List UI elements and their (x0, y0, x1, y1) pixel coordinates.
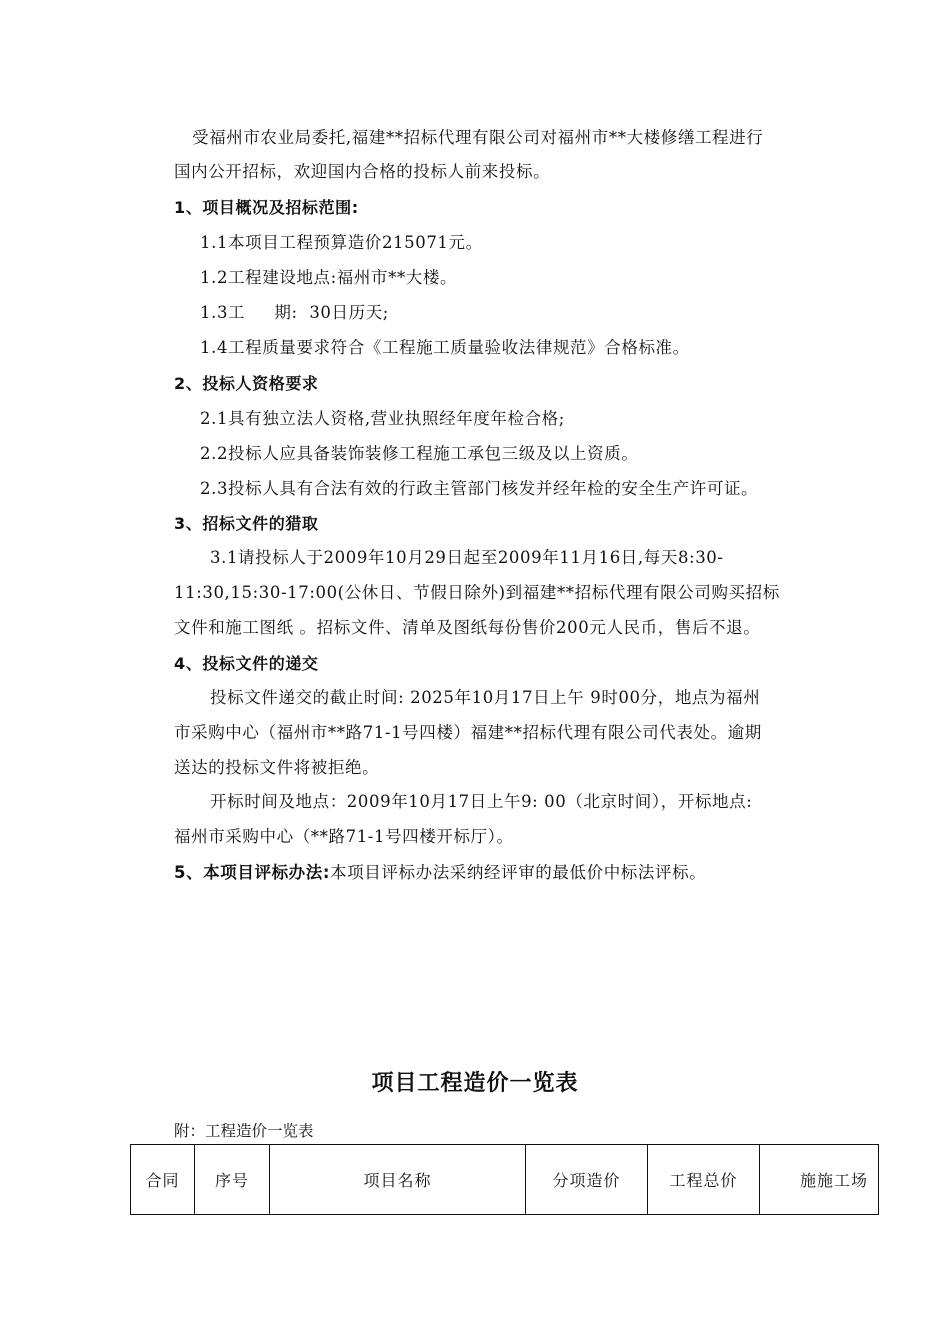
cost-table (130, 1144, 879, 1215)
section-3-line-2: 11:30,15:30-17:00(公休日、节假日除外)到福建**招标代理有限公司购买招标 (174, 583, 780, 602)
intro-line-1: 受福州市农业局委托,福建**招标代理有限公司对福州市**大楼修缮工程进行 (192, 128, 764, 147)
header-serial: 序号 (195, 1145, 270, 1215)
header-site: 施施工场 (760, 1145, 879, 1215)
section-4-line-1: 投标文件递交的截止时间: 2025年10月17日上午 9时00分，地点为福州 (210, 688, 761, 707)
section-3-line-1: 3.1请投标人于2009年10月29日起至2009年11月16日,每天8:30- (210, 548, 724, 567)
table-title: 项目工程造价一览表 (371, 1071, 579, 1096)
section-4-heading: 4、投标文件的递交 (174, 654, 319, 673)
table-note: 附：工程造价一览表 (174, 1122, 314, 1140)
section-2-heading: 2、投标人资格要求 (174, 374, 319, 393)
section-1-item-3: 1.3工 期: 30日历天; (200, 303, 389, 322)
header-project-name: 项目名称 (270, 1145, 526, 1215)
header-contract: 合同 (131, 1145, 195, 1215)
header-total-cost: 工程总价 (648, 1145, 760, 1215)
section-4-line-4: 开标时间及地点：2009年10月17日上午9: 00（北京时间），开标地点: (210, 792, 753, 811)
section-4-line-3: 送达的投标文件将被拒绝。 (174, 758, 380, 777)
section-4-line-2: 市采购中心（福州市**路71-1号四楼）福建**招标代理有限公司代表处。逾期 (174, 723, 762, 742)
section-4-line-5: 福州市采购中心（**路71-1号四楼开标厅）。 (174, 827, 514, 846)
section-1-heading: 1、项目概况及招标范围: (174, 198, 359, 217)
section-2-item-1: 2.1具有独立法人资格,营业执照经年度年检合格; (200, 409, 565, 428)
section-5 (174, 861, 844, 885)
section-5-text: 本项目评标办法采纳经评审的最低价中标法评标。 (330, 863, 707, 882)
section-1-item-4: 1.4工程质量要求符合《工程施工质量验收法律规范》合格标准。 (200, 338, 690, 357)
section-1-item-2: 1.2工程建设地点:福州市**大楼。 (200, 268, 458, 287)
section-1-item-1: 1.1本项目工程预算造价215071元。 (200, 233, 483, 252)
section-2-item-3: 2.3投标人具有合法有效的行政主管部门核发并经年检的安全生产许可证。 (200, 479, 759, 498)
header-item-cost: 分项造价 (526, 1145, 648, 1215)
intro-line-2: 国内公开招标，欢迎国内合格的投标人前来投标。 (174, 162, 551, 181)
table-header-row (131, 1145, 879, 1215)
section-3-heading: 3、招标文件的猎取 (174, 514, 319, 533)
section-5-heading: 5、本项目评标办法: (174, 863, 331, 882)
section-2-item-2: 2.2投标人应具备装饰装修工程施工承包三级及以上资质。 (200, 444, 639, 463)
section-3-line-3: 文件和施工图纸 。招标文件、清单及图纸每份售价200元人民币，售后不退。 (174, 618, 761, 637)
